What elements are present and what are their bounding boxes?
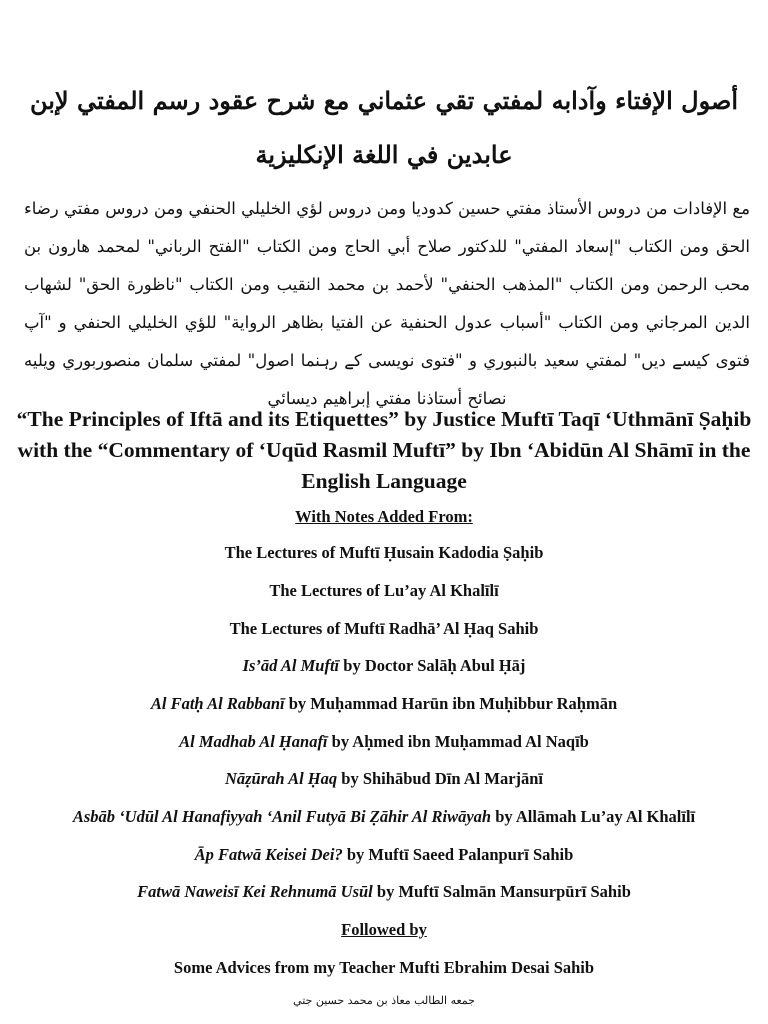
- source-item: [0, 882, 768, 902]
- source-title: Āp Fatwā Keisei Dei?: [194, 845, 343, 864]
- source-author: by Shihābud Dīn Al Marjānī: [337, 769, 544, 788]
- source-item: [0, 656, 768, 676]
- source-author: by Doctor Salāḥ Abul Ḥāj: [339, 656, 526, 675]
- source-item: [0, 807, 768, 827]
- source-title: Fatwā Naweisī Kei Rehnumā Usūl: [137, 882, 373, 901]
- source-item: [0, 694, 768, 714]
- source-author: The Lectures of Lu’ay Al Khalīlī: [269, 581, 499, 600]
- source-author: The Lectures of Muftī Ḥusain Kadodia Ṣaḥib: [224, 543, 544, 562]
- source-title: Al Madhab Al Ḥanafī: [179, 732, 328, 751]
- source-item: [0, 732, 768, 752]
- source-item: [0, 619, 768, 639]
- source-item: [0, 543, 768, 563]
- followed-by-heading: Followed by: [341, 920, 427, 939]
- source-item: [0, 845, 768, 865]
- arabic-description: مع الإفادات من دروس الأستاذ مفتي حسين كدوديا ومن دروس لؤي الخليلي الحنفي ومن دروس مفتي رضاء الحق ومن الكتاب "إسعاد المفتي" للدكتور صلاح أبي الحاج ومن الكتاب "الفتح الرباني" لمحمد هارون بن محب الرحمن ومن الكتاب "المذهب الحنفي" لأحمد بن محمد النقيب ومن الكتاب "ناظورة الحق" لشهاب الدين المرجاني ومن الكتاب "أسباب عدول الحنفية عن الفتيا بظاهر الرواية" للؤي الخليلي الحنفي و "آپ فتوی کیسے دیں" لمفتي سعيد بالنبوري و "فتوی نویسی کے رہنما اصول" لمفتي سلمان منصوربوري ويليه نصائح أستاذنا مفتي إبراهيم ديسائي: [24, 199, 750, 408]
- notes-heading: With Notes Added From:: [295, 507, 473, 526]
- source-author: by Muftī Salmān Mansurpūrī Sahib: [372, 882, 631, 901]
- source-title: Asbāb ‘Udūl Al Hanafiyyah ‘Anil Futyā Bi Ẓāhir Al Riwāyah: [72, 807, 492, 826]
- source-author: by Muḥammad Harūn ibn Muḥibbur Raḥmān: [284, 694, 618, 713]
- english-title: “The Principles of Iftā and its Etiquettes” by Justice Muftī Taqī ‘Uthmānī Ṣaḥib with the “Commentary of ‘Uqūd Rasmil Muftī” by Ibn ‘Abidūn Al Shāmī in the English Language: [16, 407, 752, 493]
- source-title: Al Fatḥ Al Rabbanī: [150, 694, 285, 713]
- source-author: by Muftī Saeed Palanpurī Sahib: [342, 845, 574, 864]
- source-item: [0, 769, 768, 789]
- source-item: [0, 581, 768, 601]
- source-author: by Allāmah Lu’ay Al Khalīlī: [491, 807, 696, 826]
- advices-line: Some Advices from my Teacher Mufti Ebrahim Desai Sahib: [173, 958, 595, 977]
- source-title: Is’ād Al Muftī: [242, 656, 340, 675]
- arabic-title: أصول الإفتاء وآدابه لمفتي تقي عثماني مع شرح عقود رسم المفتي لإبن عابدين في اللغة الإنكليزية: [29, 86, 739, 169]
- source-author: by Aḥmed ibn Muḥammad Al Naqīb: [327, 732, 589, 751]
- source-title: Nāẓūrah Al Ḥaq: [224, 769, 338, 788]
- compiler-signature: جمعه الطالب معاذ بن محمد حسين جتي: [293, 994, 475, 1007]
- source-author: The Lectures of Muftī Radhā’ Al Ḥaq Sahib: [229, 619, 539, 638]
